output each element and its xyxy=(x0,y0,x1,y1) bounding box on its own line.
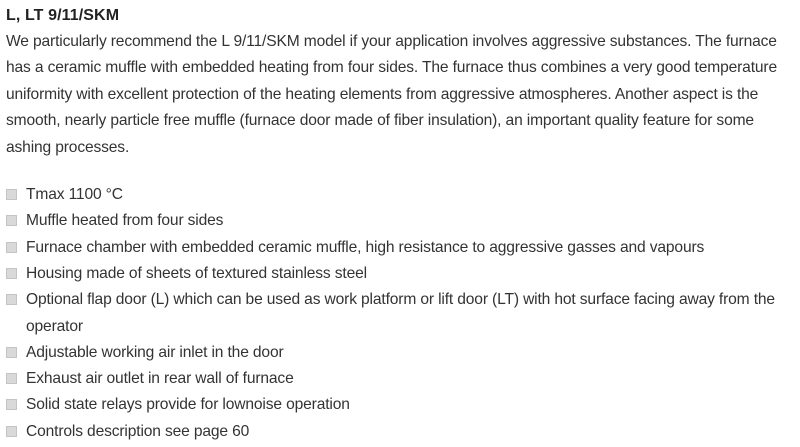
list-item xyxy=(6,208,796,234)
intro-paragraph: We particularly recommend the L 9/11/SKM model if your application involves aggressive substances. The furnace has a ceramic muffle with embedded heating from four sides. The furnace thus combines a very good temperature uniformity with excellent protection of the heating elements from aggressive atmospheres. Another aspect is the smooth, nearly particle free muffle (furnace door made of fiber insulation), an important quality feature for some ashing processes. xyxy=(6,33,777,156)
list-item xyxy=(6,235,796,261)
square-bullet-icon xyxy=(6,426,17,437)
square-bullet-icon xyxy=(6,399,17,410)
feature-text: Muffle heated from four sides xyxy=(26,212,224,230)
list-item xyxy=(6,287,796,340)
square-bullet-icon xyxy=(6,294,17,305)
list-item xyxy=(6,419,796,445)
square-bullet-icon xyxy=(6,373,17,384)
feature-text: Furnace chamber with embedded ceramic muffle, high resistance to aggressive gasses and vapours xyxy=(26,238,705,256)
list-item xyxy=(6,261,796,287)
square-bullet-icon xyxy=(6,268,17,279)
feature-list xyxy=(6,182,796,445)
square-bullet-icon xyxy=(6,215,17,226)
list-item xyxy=(6,182,796,208)
feature-text: Optional flap door (L) which can be used as work platform or lift door (LT) with hot surface facing away from the operator xyxy=(26,291,775,335)
feature-text: Controls description see page 60 xyxy=(26,422,250,440)
square-bullet-icon xyxy=(6,189,17,200)
feature-text: Tmax 1100 °C xyxy=(26,186,123,204)
list-item xyxy=(6,340,796,366)
feature-text: Solid state relays provide for lownoise operation xyxy=(26,396,350,414)
product-description xyxy=(6,0,796,445)
list-item xyxy=(6,366,796,392)
square-bullet-icon xyxy=(6,242,17,253)
product-title: L, LT 9/11/SKM xyxy=(6,7,120,24)
feature-text: Adjustable working air inlet in the door xyxy=(26,343,284,361)
list-item xyxy=(6,392,796,418)
feature-text: Housing made of sheets of textured stainless steel xyxy=(26,264,367,282)
square-bullet-icon xyxy=(6,347,17,358)
feature-text: Exhaust air outlet in rear wall of furnace xyxy=(26,370,294,388)
